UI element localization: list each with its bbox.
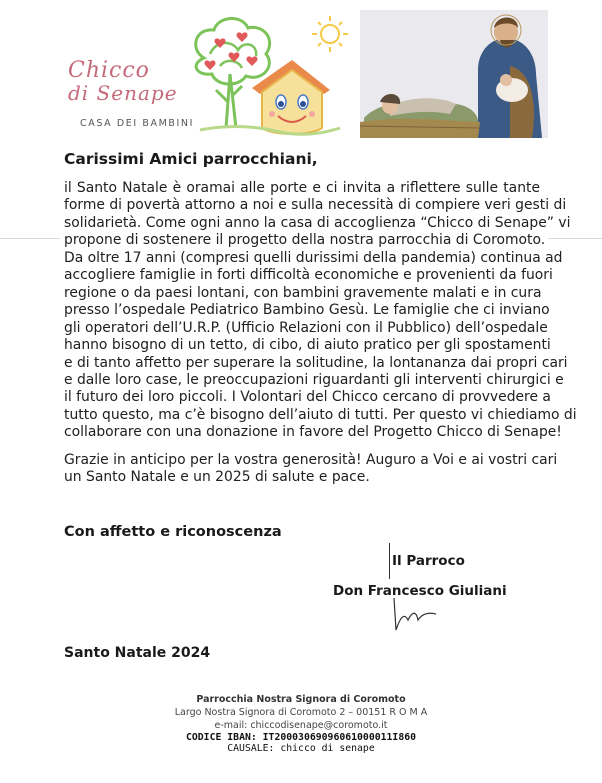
tree-house-sun-illustration <box>180 10 350 140</box>
footer-address: Largo Nostra Signora di Coromoto 2 – 00151 R O M A <box>174 707 428 718</box>
signature-vertical-stroke <box>389 543 390 579</box>
footer-email: e-mail: chiccodisenape@coromoto.it <box>214 720 388 731</box>
scan-artifact-line <box>0 238 60 239</box>
letter-line: e dalle loro case, le preoccupazioni riguardanti gli interventi chirurgici e <box>64 371 564 388</box>
letter-line: accogliere famiglie in forti difficoltà economiche e provenienti da fuori <box>64 267 553 284</box>
letter-line: propone di sostenere il progetto della nostra parrocchia di Coromoto. <box>64 232 546 249</box>
letter-line: un Santo Natale e un 2025 di salute e pace. <box>64 469 370 486</box>
letter-line: regione o da paesi lontani, con bambini gravemente malati e in cura <box>64 284 542 301</box>
footer <box>0 694 602 754</box>
nativity-scene-image <box>360 10 548 138</box>
letter-line: il futuro dei loro piccoli. I Volontari del Chicco cercano di provvedere a <box>64 389 551 406</box>
signature-role: Il Parroco <box>392 553 465 569</box>
letter-line: solidarietà. Come ogni anno la casa di accoglienza “Chicco di Senape” vi <box>64 214 571 231</box>
closing-line: Con affetto e riconoscenza <box>64 524 282 540</box>
letter-line: presso l’ospedale Pediatrico Bambino Gesù. Le famiglie che ci inviano <box>64 302 550 319</box>
letter-line: forme di povertà attorno a noi e sulla necessità di compiere veri gesti di <box>64 197 567 214</box>
letter-line: collaborare con una donazione in favore del Progetto Chicco di Senape! <box>64 424 562 441</box>
nativity-figures <box>360 10 548 138</box>
smiling-house-icon <box>252 60 330 134</box>
signature-name: Don Francesco Giuliani <box>333 583 507 599</box>
letter-paragraph-1 <box>64 180 577 442</box>
letter-line: gli operatori dell’U.R.P. (Ufficio Relazioni con il Pubblico) dell’ospedale <box>64 319 548 336</box>
letter-paragraph-2 <box>64 451 558 487</box>
letter-line: Grazie in anticipo per la vostra generosità! Auguro a Voi e ai vostri cari <box>64 451 558 468</box>
logo-title-line1: Chicco <box>68 58 150 83</box>
letter-line: tutto questo, ma c’è bisogno dell’aiuto di tutti. Per questo vi chiediamo di <box>64 406 577 423</box>
footer-iban: CODICE IBAN: IT20003069096061000011I860 <box>185 732 417 743</box>
chicco-di-senape-logo <box>50 10 350 140</box>
salutation: Carissimi Amici parrocchiani, <box>64 150 318 168</box>
letter-line: Da oltre 17 anni (compresi quelli durissimi della pandemia) continua ad <box>64 249 563 266</box>
letter-line: il Santo Natale è oramai alle porte e ci invita a riflettere sulle tante <box>64 180 540 196</box>
logo-subtitle: CASA DEI BAMBINI <box>80 118 195 129</box>
logo-title-line2: di Senape <box>68 81 178 105</box>
letter-line: e di tanto affetto per superare la solitudine, la lontananza dai propri cari <box>64 354 568 371</box>
logo-title <box>68 60 178 104</box>
letter-body <box>64 180 577 487</box>
letter-date: Santo Natale 2024 <box>64 645 211 661</box>
handwritten-signature <box>386 596 446 632</box>
footer-parish-name: Parrocchia Nostra Signora di Coromoto <box>196 694 406 705</box>
letter-line: hanno bisogno di un tetto, di cibo, di aiuto pratico per gli spostamenti <box>64 337 551 354</box>
tree-icon <box>196 18 270 128</box>
footer-causale: CAUSALE: chicco di senape <box>227 743 375 754</box>
sun-icon <box>312 16 348 52</box>
scan-artifact-line <box>548 238 602 239</box>
